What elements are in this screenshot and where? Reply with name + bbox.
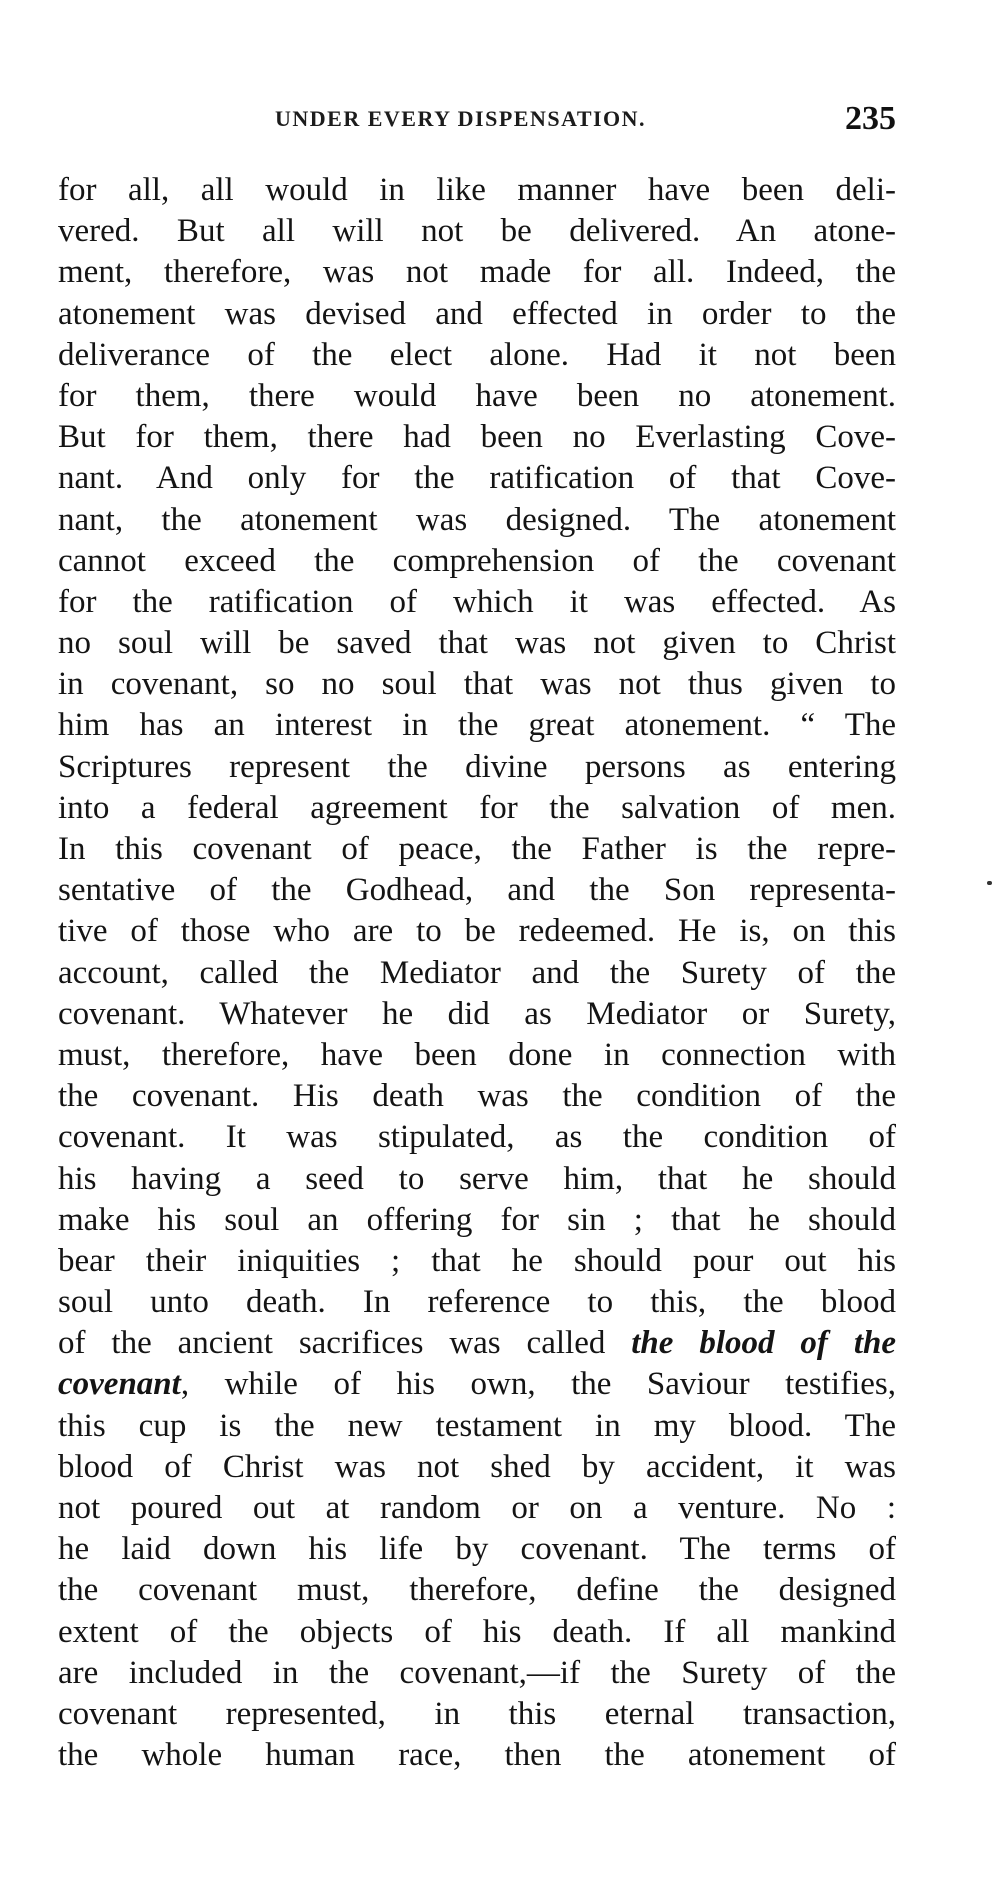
text-line: he laid down his life by covenant. The terms of — [58, 1531, 896, 1568]
text-line: the whole human race, then the atonement of — [58, 1737, 896, 1774]
text-line: account, called the Mediator and the Surety of the — [58, 954, 896, 991]
text-line: tive of those who are to be redeemed. He is, on this — [58, 913, 896, 950]
text-line: the covenant must, therefore, define the designed — [58, 1572, 896, 1609]
text-line-mixed — [58, 1364, 896, 1405]
text-line: covenant. It was stipulated, as the condition of — [58, 1119, 896, 1156]
ink-speck — [987, 881, 992, 885]
text-line: in covenant, so no soul that was not thus given to — [58, 666, 896, 703]
running-head: UNDER EVERY DISPENSATION. — [275, 106, 647, 131]
text-line: make his soul an offering for sin ; that he should — [58, 1201, 896, 1238]
text-line: into a federal agreement for the salvation of men. — [58, 789, 896, 826]
text-line: Scriptures represent the divine persons as entering — [58, 748, 896, 785]
text-line: vered. But all will not be delivered. An atone- — [58, 213, 896, 250]
text-line: for them, there would have been no atonement. — [58, 377, 896, 414]
text-line: nant. And only for the ratification of that Cove- — [58, 460, 896, 497]
text-line: for the ratification of which it was effected. As — [58, 583, 896, 620]
page-header — [58, 100, 896, 140]
text-line: atonement was devised and effected in order to the — [58, 295, 896, 332]
text-line: him has an interest in the great atonement. “ The — [58, 707, 896, 744]
text-line: for all, all would in like manner have been deli- — [58, 172, 896, 208]
text-line: ment, therefore, was not made for all. Indeed, the — [58, 254, 896, 291]
text-run: , while of his own, the Saviour testifies, — [180, 1366, 896, 1403]
text-line: soul unto death. In reference to this, the blood — [58, 1284, 896, 1321]
body-text — [58, 170, 896, 1776]
text-line: covenant represented, in this eternal transaction, — [58, 1695, 896, 1732]
text-line: are included in the covenant,—if the Surety of the — [58, 1654, 896, 1691]
text-line: not poured out at random or on a venture. No : — [58, 1490, 896, 1526]
text-line: covenant. Whatever he did as Mediator or Surety, — [58, 995, 896, 1032]
text-line: bear their iniquities ; that he should pour out his — [58, 1242, 896, 1279]
text-line: But for them, there had been no Everlasting Cove- — [58, 419, 896, 456]
text-line: cannot exceed the comprehension of the covenant — [58, 542, 896, 579]
text-line: sentative of the Godhead, and the Son representa- — [58, 872, 896, 909]
text-line: no soul will be saved that was not given to Christ — [58, 625, 896, 662]
italic-phrase: covenant — [58, 1366, 181, 1403]
text-line: must, therefore, have been done in connection with — [58, 1036, 896, 1073]
text-line: this cup is the new testament in my blood. The — [58, 1407, 896, 1444]
text-run: of the ancient sacrifices was called — [58, 1325, 632, 1362]
text-line: In this covenant of peace, the Father is the repre- — [58, 831, 896, 867]
text-line: blood of Christ was not shed by accident, it was — [58, 1448, 896, 1485]
text-line: his having a seed to serve him, that he should — [58, 1160, 896, 1197]
text-line: extent of the objects of his death. If all mankind — [58, 1613, 896, 1650]
text-line: nant, the atonement was designed. The atonement — [58, 501, 896, 538]
page-number: 235 — [845, 100, 896, 137]
text-line: the covenant. His death was the condition of the — [58, 1078, 896, 1115]
italic-phrase: the blood of the — [631, 1325, 896, 1362]
text-line-mixed — [58, 1323, 896, 1364]
text-line: deliverance of the elect alone. Had it not been — [58, 336, 896, 373]
